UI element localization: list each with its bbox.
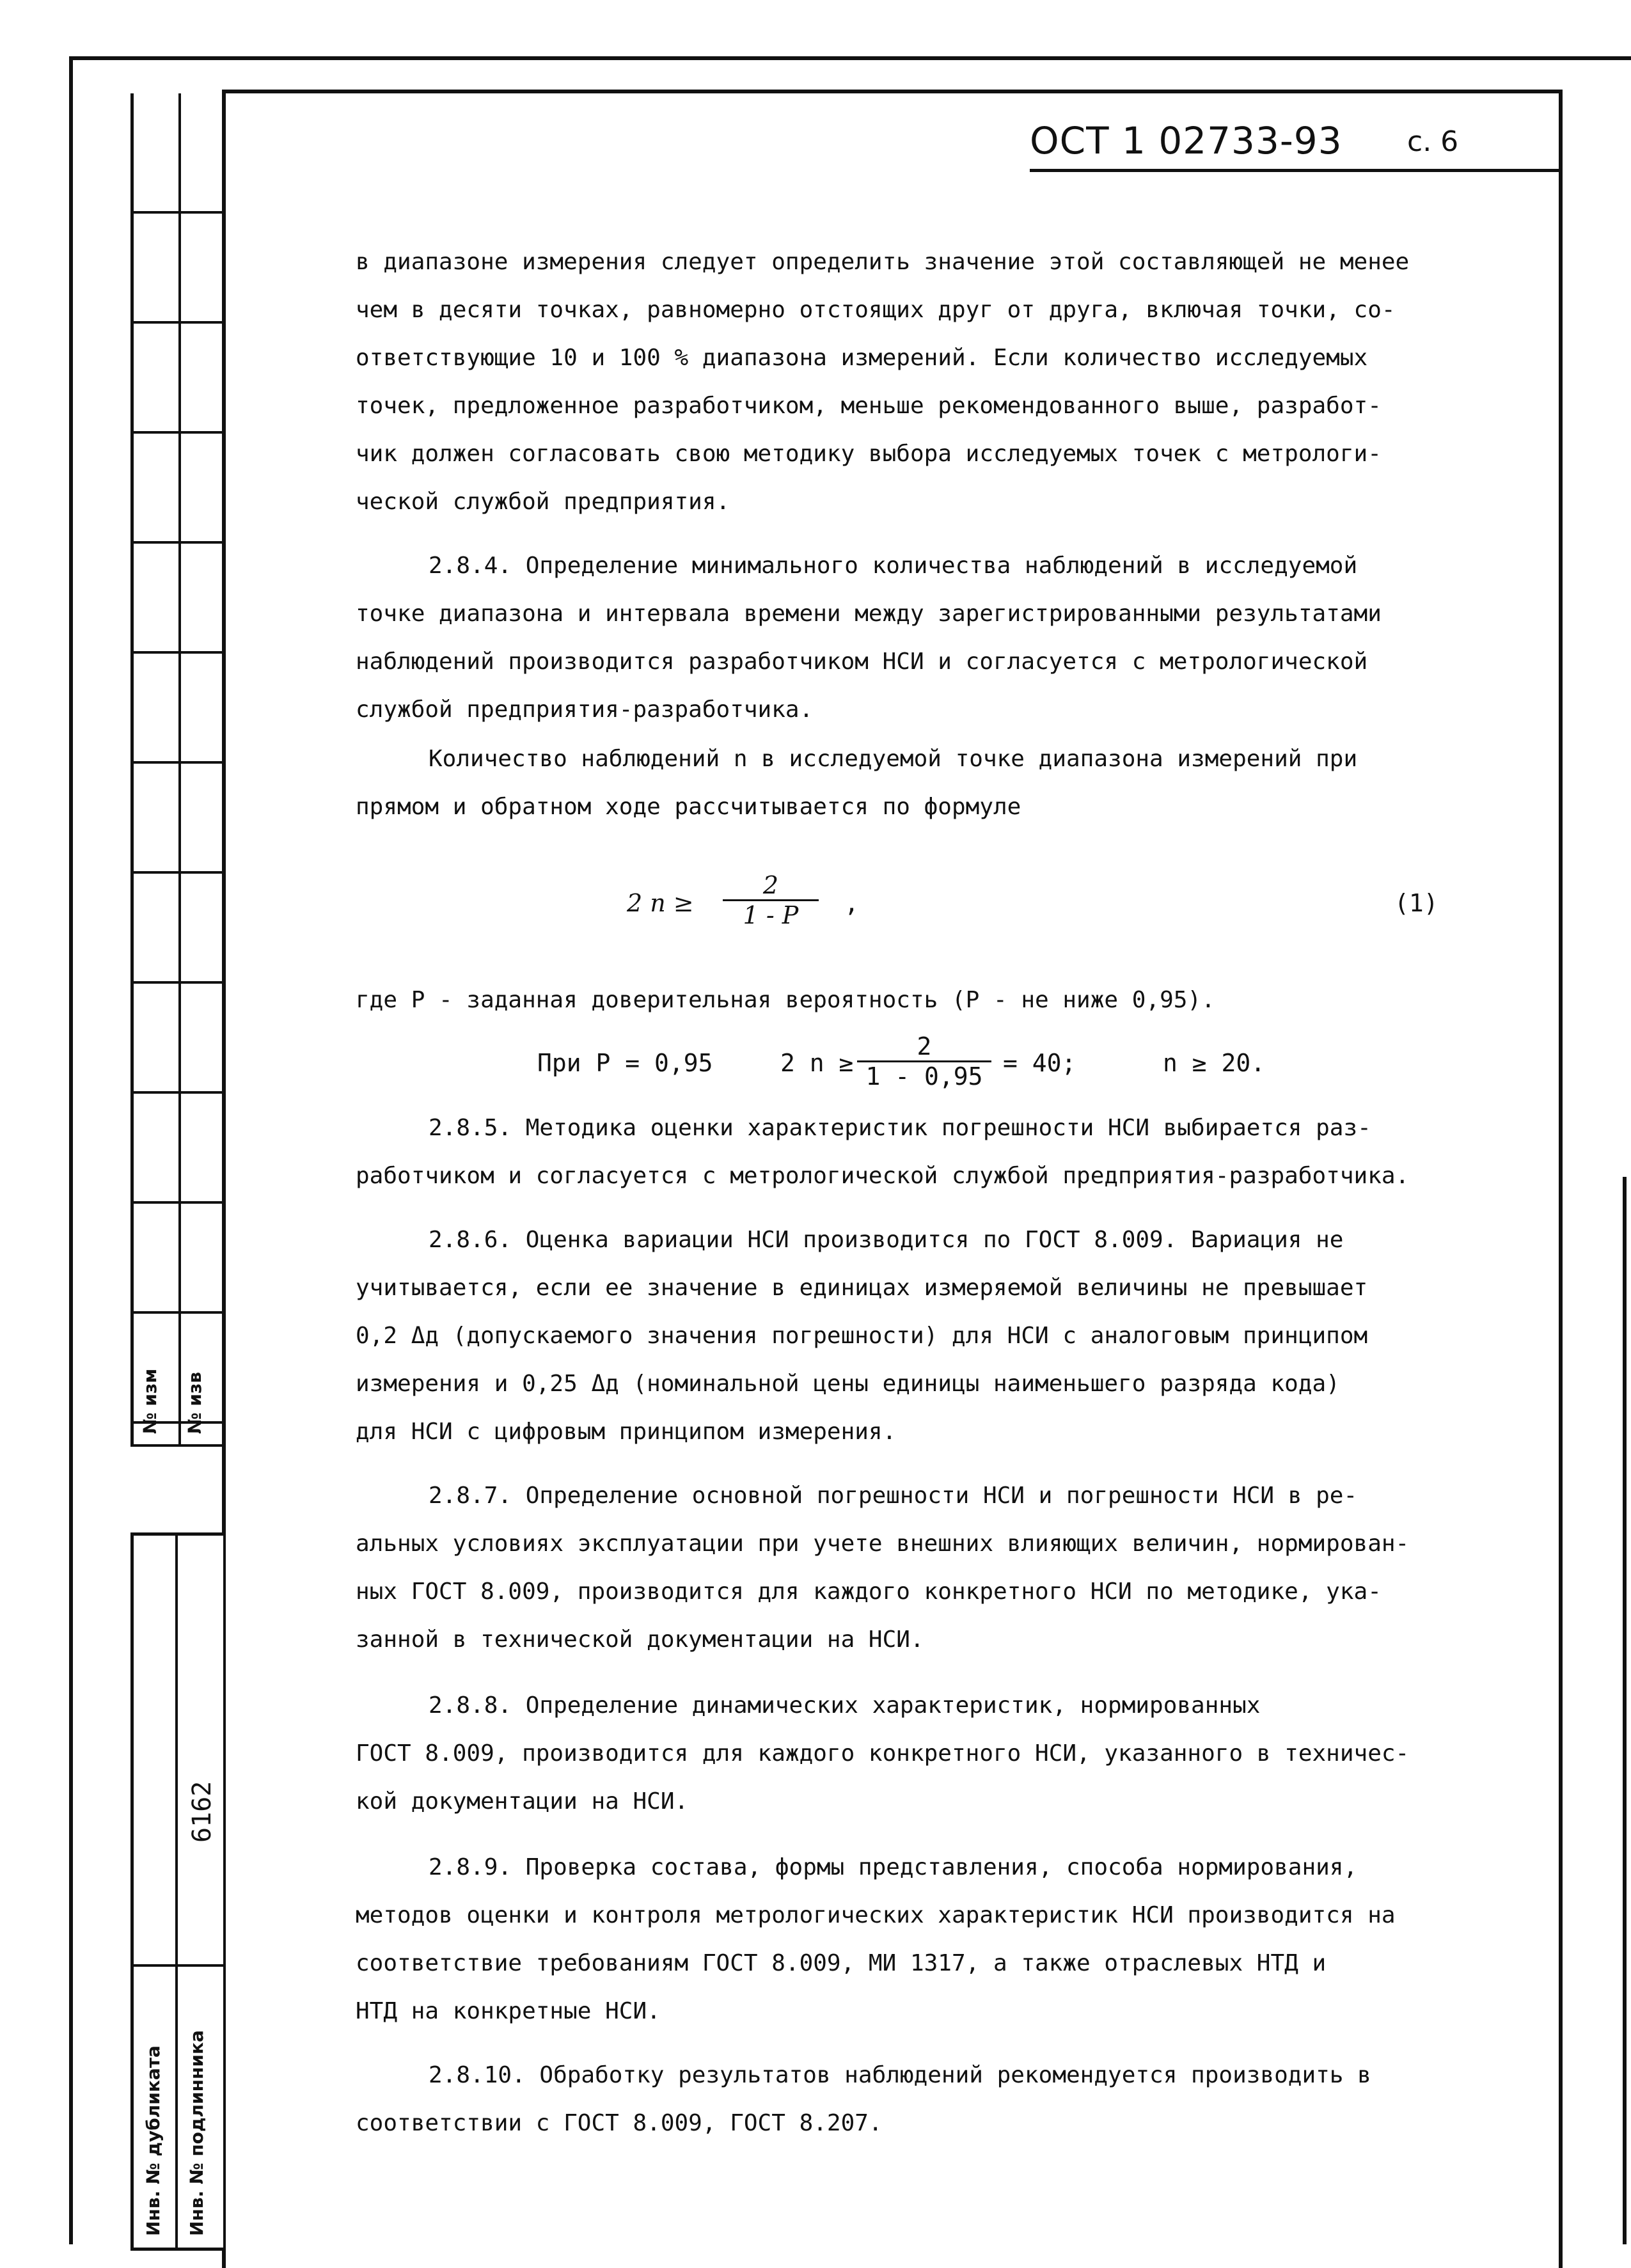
text-line: 2.8.10. Обработку результатов наблюдений рекомендуется производить в — [429, 2062, 1371, 2088]
text-line: соответствие требованиям ГОСТ 8.009, МИ 1317, а также отраслевых НТД и — [356, 1950, 1327, 1976]
formula-1 — [627, 871, 1458, 947]
example-lhs: 2 n ≥ — [780, 1049, 854, 1077]
text-line: альных условиях эксплуатации при учете внешних влияющих величин, нормирован- — [356, 1531, 1410, 1557]
label-izm: № изм — [139, 1368, 161, 1434]
text-line: НТД на конкретные НСИ. — [356, 1998, 661, 2024]
formula-example — [537, 1032, 1305, 1106]
text-line: 2.8.5. Методика оценки характеристик погрешности НСИ выбирается раз- — [429, 1115, 1371, 1141]
example-conclusion: n ≥ 20. — [1163, 1049, 1266, 1077]
example-prefix: При P = 0,95 — [537, 1049, 713, 1077]
formula-number: (1) — [1394, 889, 1438, 917]
text-line: где P - заданная доверительная вероятность (Р - не ниже 0,95). — [356, 987, 1215, 1013]
text-line: 2.8.4. Определение минимального количества наблюдений в исследуемой — [429, 553, 1358, 579]
label-izv: № изв — [184, 1371, 205, 1434]
text-line: работчиком и согласуется с метрологической службой предприятия-разработчика. — [356, 1163, 1410, 1189]
example-fraction: $\frac{2}{1 - 0,95}$ — [857, 1032, 991, 1091]
text-line: учитывается, если ее значение в единицах измеряемой величины не превышает — [356, 1275, 1368, 1301]
text-line: ответствующие 10 и 100 % диапазона измерений. Если количество исследуемых — [356, 345, 1368, 371]
text-line: службой предприятия-разработчика. — [356, 697, 814, 723]
text-line: 2.8.9. Проверка состава, формы представления, способа нормирования, — [429, 1854, 1358, 1880]
text-line: ГОСТ 8.009, производится для каждого конкретного НСИ, указанного в техничес- — [356, 1740, 1410, 1767]
formula-fraction: $\frac{2}{1 - P}$ — [723, 871, 819, 929]
text-line: 2.8.8. Определение динамических характеристик, нормированных — [429, 1692, 1261, 1719]
text-line: 2.8.6. Оценка вариации НСИ производится по ГОСТ 8.009. Вариация не — [429, 1227, 1344, 1253]
text-line: кой документации на НСИ. — [356, 1788, 689, 1815]
text-line: точке диапазона и интервала времени между зарегистрированными результатами — [356, 601, 1382, 627]
text-line: для НСИ с цифровым принципом измерения. — [356, 1419, 897, 1445]
text-line: 0,2 Δд (допускаемого значения погрешности) для НСИ с аналоговым принципом — [356, 1323, 1368, 1349]
example-result: = 40; — [1003, 1049, 1076, 1077]
label-dublikata: Инв. № дубликата — [143, 2045, 164, 2236]
text-line: чик должен согласовать свою методику выбора исследуемых точек с метрологи- — [356, 441, 1382, 467]
inv-number: 6162 — [187, 1781, 217, 1843]
text-line: чем в десяти точках, равномерно отстоящих друг от друга, включая точки, со- — [356, 297, 1396, 323]
text-line: методов оценки и контроля метрологических характеристик НСИ производится на — [356, 1902, 1396, 1928]
text-line: 2.8.7. Определение основной погрешности НСИ и погрешности НСИ в ре- — [429, 1483, 1358, 1509]
standard-code: ОСТ 1 02733-93 — [1030, 119, 1343, 162]
text-line: занной в технической документации на НСИ. — [356, 1626, 924, 1653]
text-line: ных ГОСТ 8.009, производится для каждого конкретного НСИ по методике, ука- — [356, 1579, 1382, 1605]
text-line: измерения и 0,25 Δд (номинальной цены единицы наименьшего разряда кода) — [356, 1371, 1340, 1397]
formula-tail: , — [844, 889, 859, 917]
page-number: с. 6 — [1407, 125, 1459, 158]
label-podlinnika: Инв. № подлинника — [186, 2030, 207, 2236]
text-line: точек, предложенное разработчиком, меньше рекомендованного выше, разработ- — [356, 393, 1382, 419]
text-line: соответствии с ГОСТ 8.009, ГОСТ 8.207. — [356, 2110, 883, 2136]
text-line: прямом и обратном ходе рассчитывается по формуле — [356, 794, 1021, 820]
text-line: Количество наблюдений n в исследуемой точке диапазона измерений при — [429, 746, 1358, 772]
text-line: в диапазоне измерения следует определить значение этой составляющей не менее — [356, 249, 1410, 275]
text-line: ческой службой предприятия. — [356, 489, 730, 515]
text-line: наблюдений производится разработчиком НСИ и согласуется с метрологической — [356, 649, 1368, 675]
formula-lhs: 2 n ≥ — [627, 889, 694, 917]
